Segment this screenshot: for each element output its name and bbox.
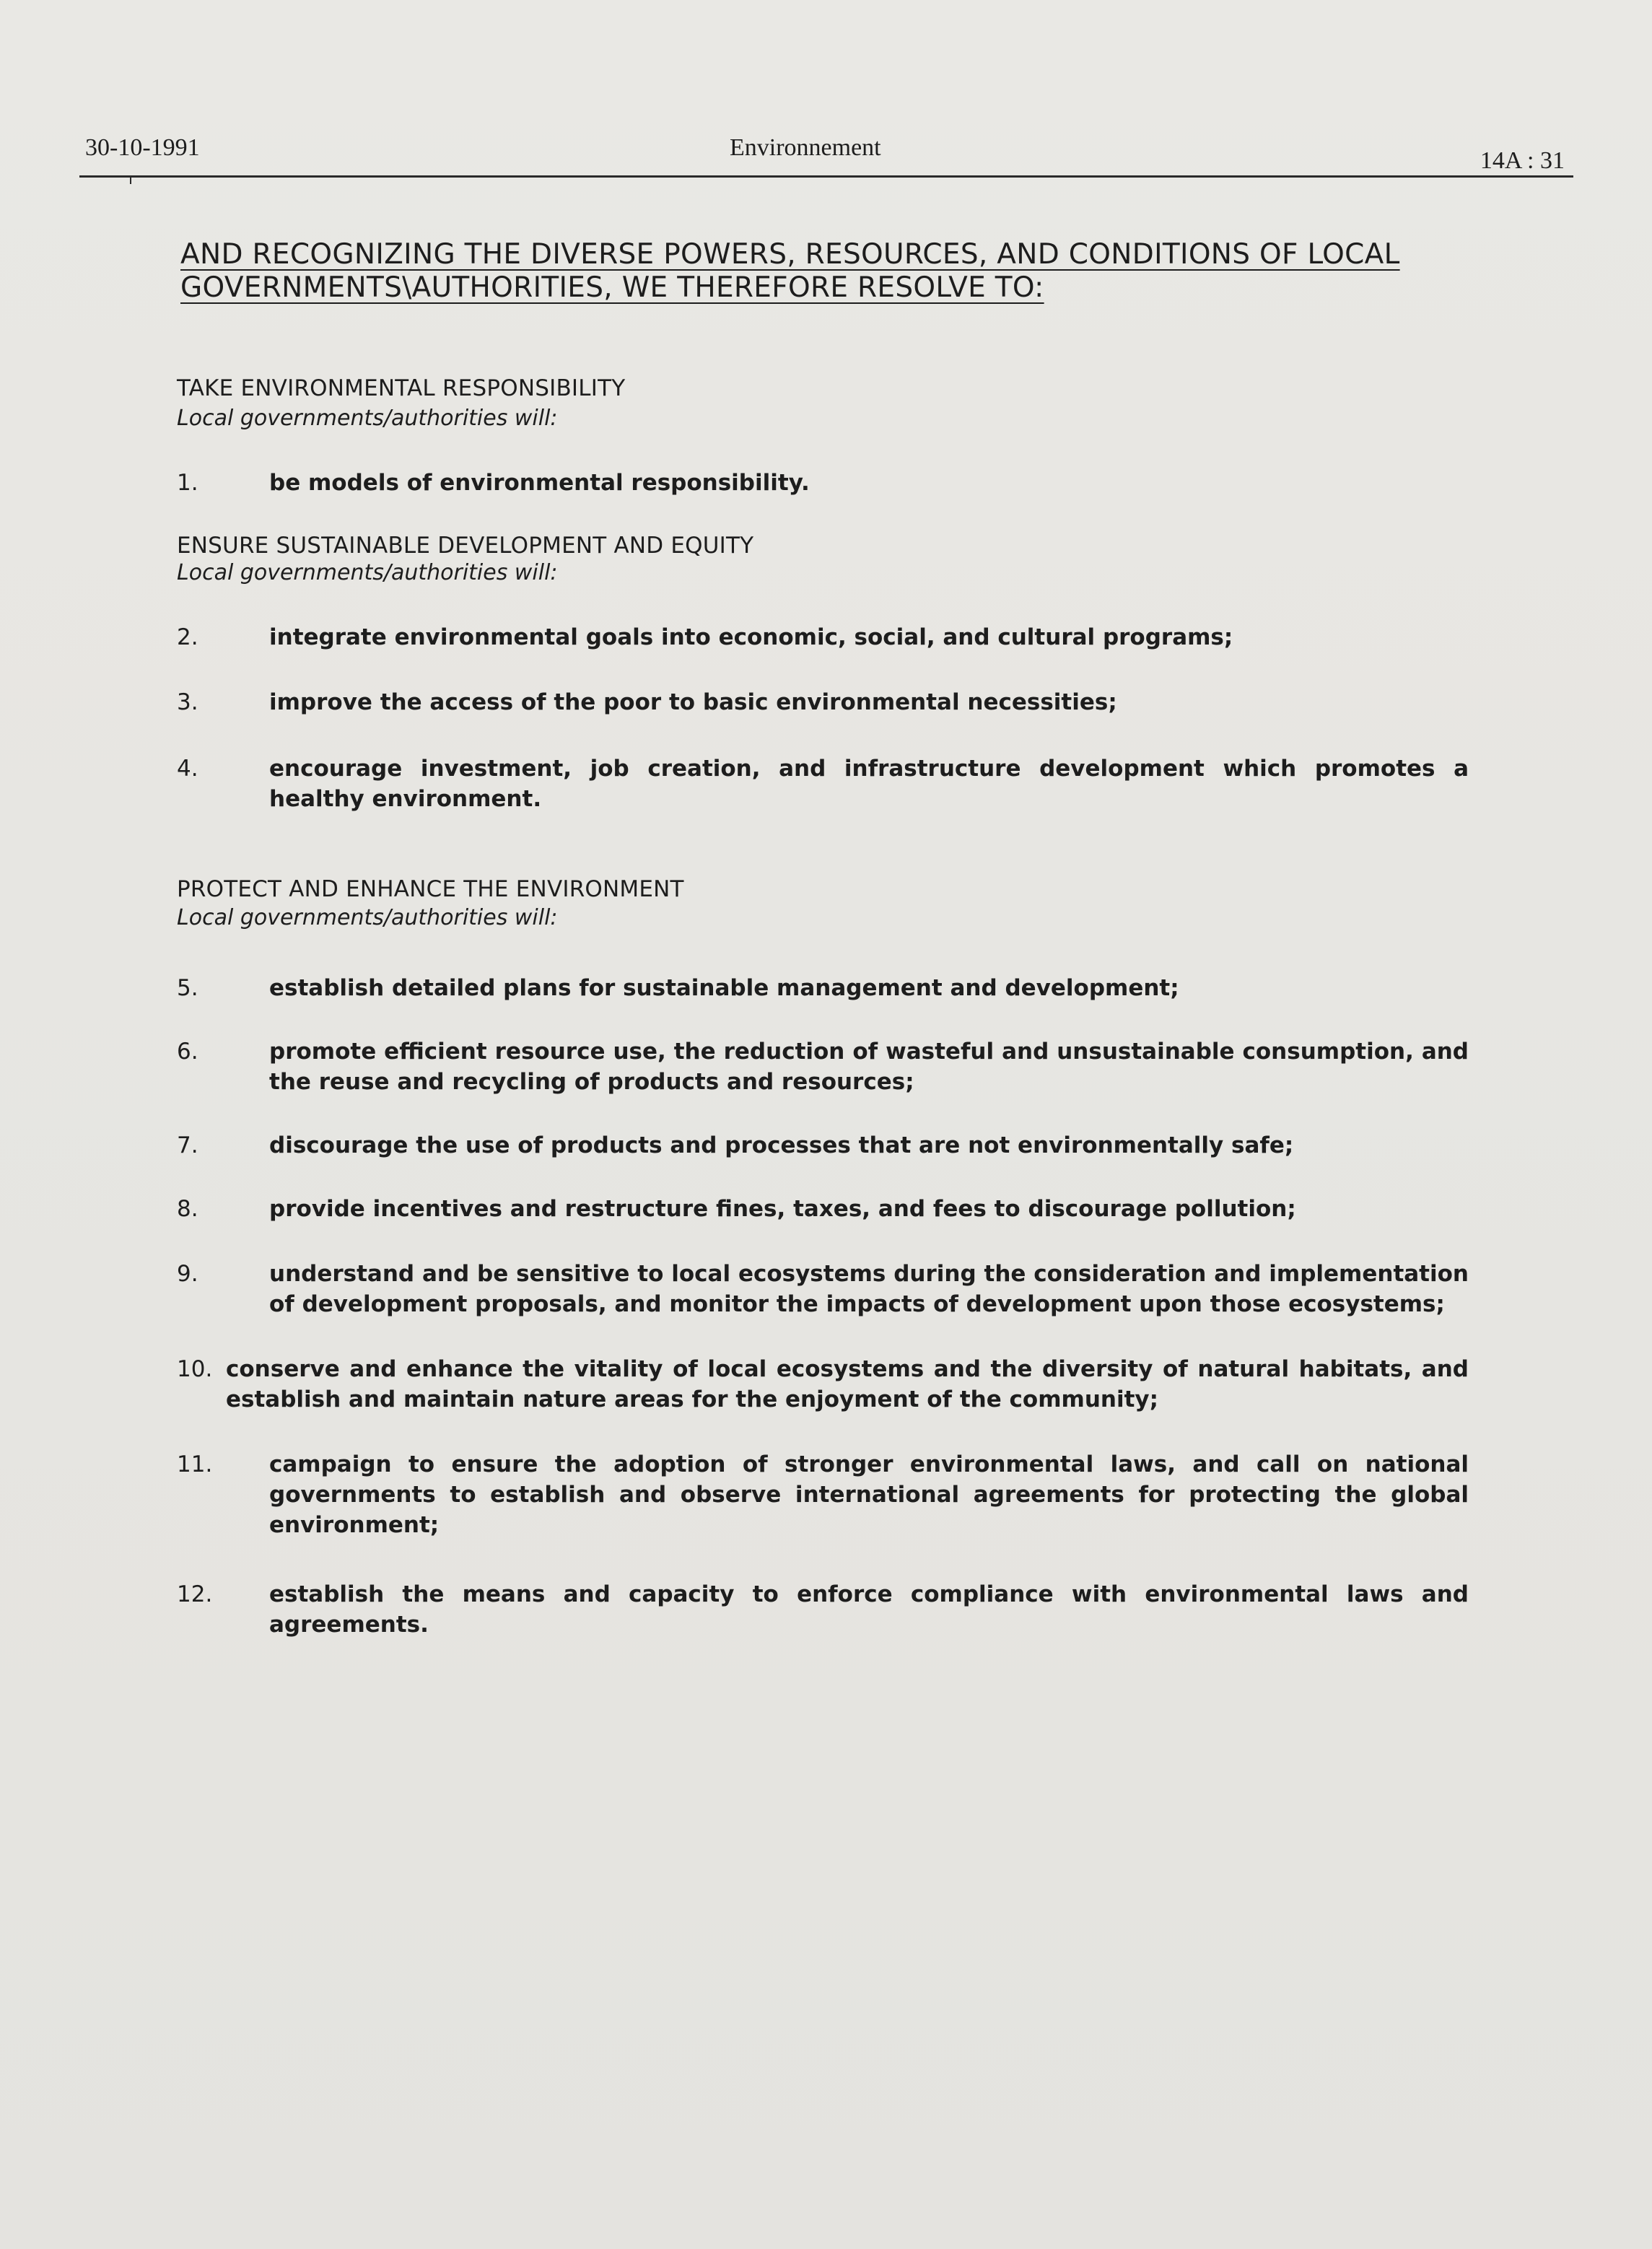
item-number: 6. xyxy=(177,1039,198,1065)
item-text: discourage the use of products and processes that are not environmentally safe; xyxy=(269,1132,1294,1158)
item-text: establish detailed plans for sustainable management and development; xyxy=(269,975,1179,1001)
section-subtitle-sustainable: Local governments/authorities will: xyxy=(177,560,558,585)
section-title-responsibility: TAKE ENVIRONMENTAL RESPONSIBILITY xyxy=(177,375,626,401)
item-text: promote efficient resource use, the reduction of wasteful and unsustainable consumption, and the reuse and recycling of products and resources; xyxy=(269,1039,1469,1095)
section-subtitle-responsibility: Local governments/authorities will: xyxy=(177,406,558,431)
list-item xyxy=(177,1449,1469,1540)
item-text: establish the means and capacity to enforce compliance with environmental laws and agreements. xyxy=(269,1581,1469,1638)
item-text: conserve and enhance the vitality of local ecosystems and the diversity of natural habitats, and establish and maintain nature areas for the enjoyment of the community; xyxy=(226,1356,1469,1412)
item-number: 10. xyxy=(177,1356,213,1382)
list-item xyxy=(177,1579,1469,1640)
list-item xyxy=(177,1130,1469,1161)
item-text: provide incentives and restructure fines, taxes, and fees to discourage pollution; xyxy=(269,1196,1296,1222)
item-number: 12. xyxy=(177,1581,213,1607)
list-item xyxy=(177,1354,1469,1415)
section-subtitle-protect: Local governments/authorities will: xyxy=(177,905,558,930)
list-item xyxy=(177,622,1469,652)
list-item xyxy=(177,468,1469,498)
item-text: encourage investment, job creation, and infrastructure development which promotes a healthy environment. xyxy=(269,756,1469,812)
header-title: Environnement xyxy=(730,134,881,161)
item-text: be models of environmental responsibility. xyxy=(269,470,810,496)
item-number: 9. xyxy=(177,1261,198,1287)
header-rule-tick xyxy=(130,175,131,184)
item-number: 3. xyxy=(177,689,198,715)
item-text: understand and be sensitive to local ecosystems during the consideration and implementation of development proposals, and monitor the impacts of development upon those ecosystems; xyxy=(269,1261,1469,1317)
header-rule xyxy=(79,175,1573,178)
list-item xyxy=(177,754,1469,814)
item-text: improve the access of the poor to basic environmental necessities; xyxy=(269,689,1117,715)
item-number: 1. xyxy=(177,470,198,496)
section-title-sustainable: ENSURE SUSTAINABLE DEVELOPMENT AND EQUITY xyxy=(177,533,754,559)
section-title-protect: PROTECT AND ENHANCE THE ENVIRONMENT xyxy=(177,876,684,902)
header-page-number: 14A : 31 xyxy=(1480,147,1565,174)
page-header xyxy=(85,134,1565,178)
list-item xyxy=(177,1036,1469,1097)
item-number: 11. xyxy=(177,1451,213,1477)
resolve-heading: AND RECOGNIZING THE DIVERSE POWERS, RESOURCES, AND CONDITIONS OF LOCAL GOVERNMENTS\AUTHORITIES, WE THEREFORE RESOLVE TO: xyxy=(180,238,1400,304)
item-text: campaign to ensure the adoption of stronger environmental laws, and call on national governments to establish and observe international agreements for protecting the global environment; xyxy=(269,1451,1469,1538)
list-item xyxy=(177,1194,1469,1224)
item-number: 8. xyxy=(177,1196,198,1222)
item-number: 7. xyxy=(177,1132,198,1158)
item-number: 4. xyxy=(177,756,198,782)
item-number: 2. xyxy=(177,624,198,650)
header-date: 30-10-1991 xyxy=(85,134,200,161)
item-text: integrate environmental goals into economic, social, and cultural programs; xyxy=(269,624,1233,650)
list-item xyxy=(177,973,1469,1003)
item-number: 5. xyxy=(177,975,198,1001)
list-item xyxy=(177,687,1469,717)
list-item xyxy=(177,1259,1469,1319)
